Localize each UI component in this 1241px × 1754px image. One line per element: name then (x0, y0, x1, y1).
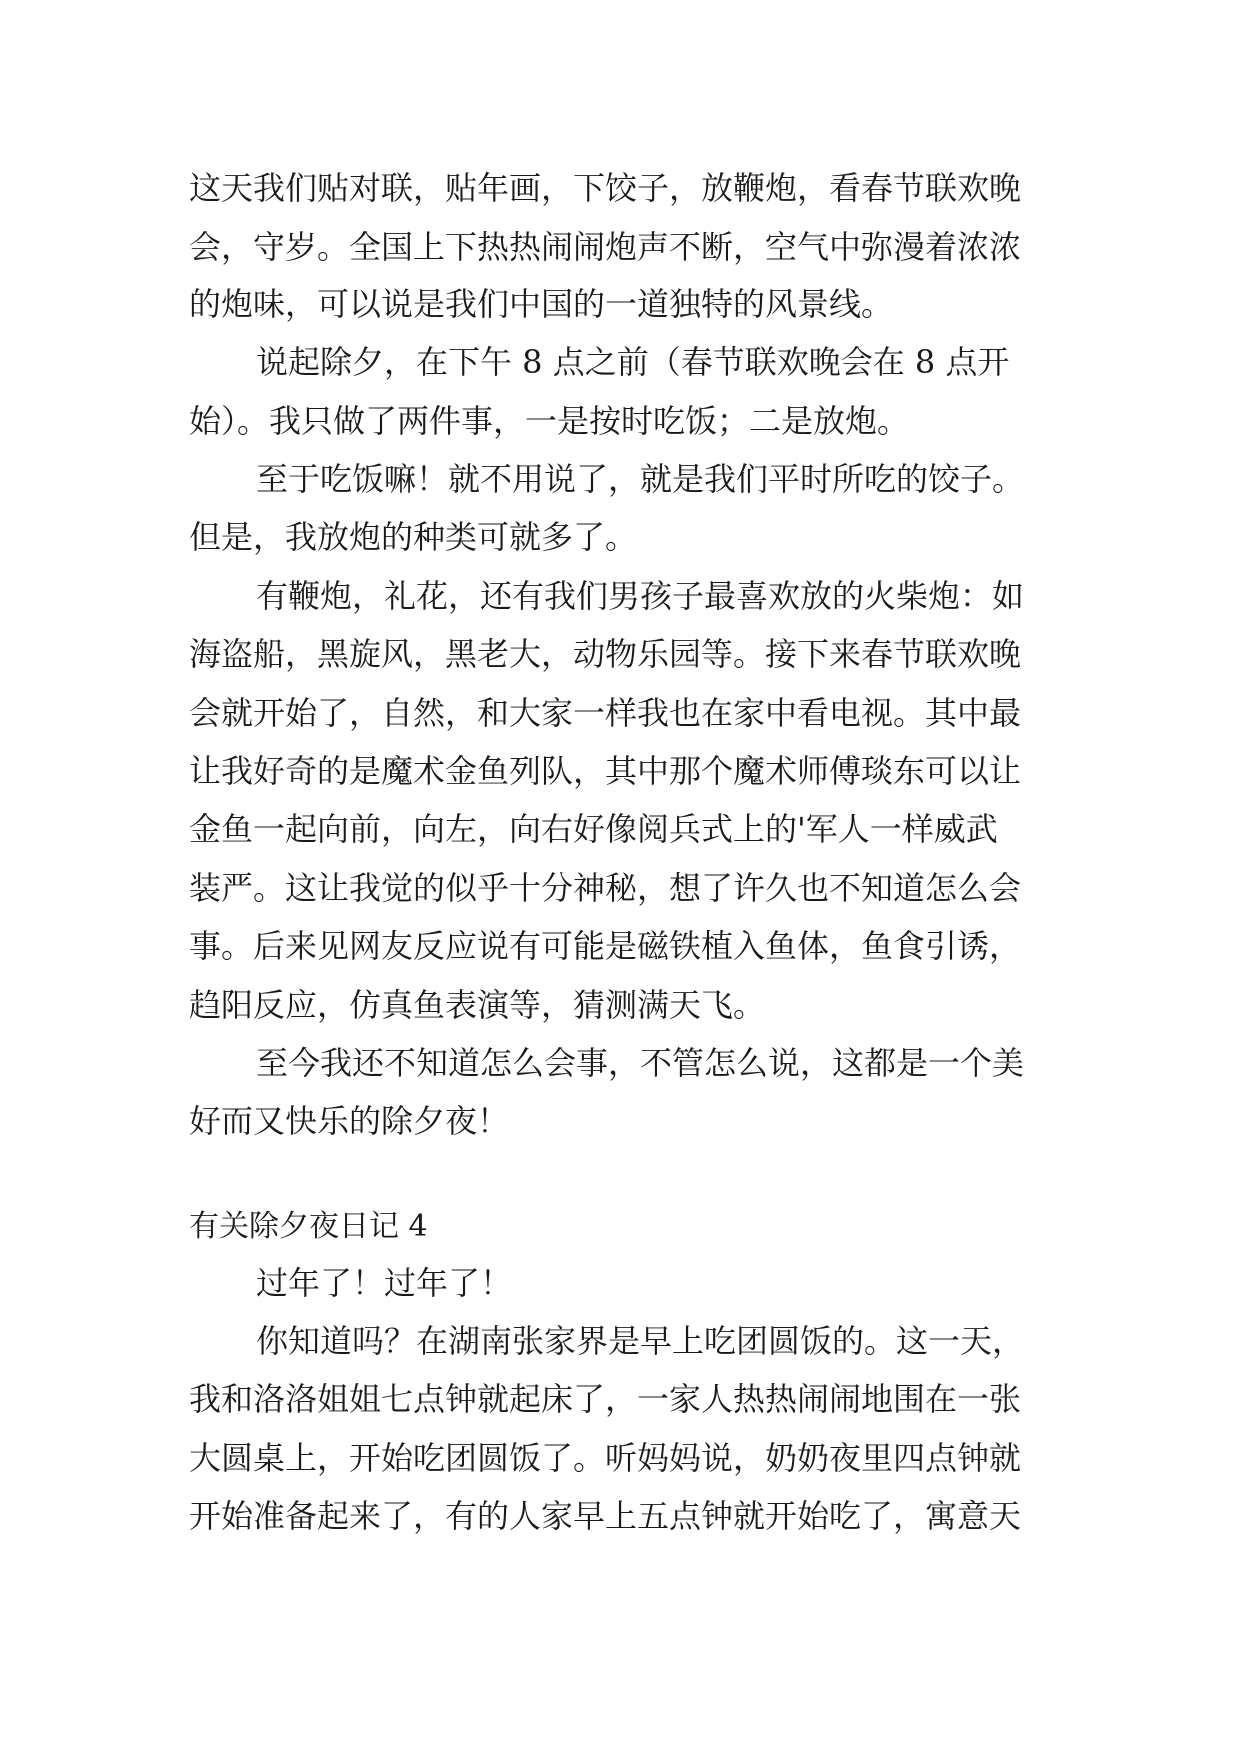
paragraph-first-line: 说起除夕，在下午 8 点之前（春节联欢晚会在 8 点开 (256, 343, 1010, 381)
text-line: 会，守岁。全国上下热热闹闹炮声不断，空气中弥漫着浓浓 (189, 228, 1022, 266)
text-line: 让我好奇的是魔术金鱼列队，其中那个魔术师傅琰东可以让 (189, 752, 1022, 790)
paragraph-first-line: 至于吃饭嘛！就不用说了，就是我们平时所吃的饺子。 (256, 460, 1025, 498)
text-line: 装严。这让我觉的似乎十分神秘，想了许久也不知道怎么会 (189, 869, 1022, 907)
paragraph-first-line: 至今我还不知道怎么会事，不管怎么说，这都是一个美 (256, 1044, 1025, 1082)
text-line: 会就开始了，自然，和大家一样我也在家中看电视。其中最 (189, 694, 1022, 732)
text-line: 的炮味，可以说是我们中国的一道独特的风景线。 (189, 285, 894, 323)
text-line: 海盗船，黑旋风，黑老大，动物乐园等。接下来春节联欢晚 (189, 635, 1022, 673)
text-line: 大圆桌上，开始吃团圆饭了。听妈妈说，奶奶夜里四点钟就 (189, 1439, 1022, 1477)
paragraph-first-line: 有鞭炮，礼花，还有我们男孩子最喜欢放的火柴炮：如 (256, 577, 1025, 615)
text-line: 开始准备起来了，有的人家早上五点钟就开始吃了，寓意天 (189, 1497, 1022, 1535)
section-heading: 有关除夕夜日记 4 (189, 1209, 428, 1244)
text-line: 始）。我只做了两件事，一是按时吃饭；二是放炮。 (189, 402, 910, 440)
paragraph-first-line: 过年了！过年了！ (256, 1264, 513, 1302)
text-line: 我和洛洛姐姐七点钟就起床了，一家人热热闹闹地围在一张 (189, 1380, 1022, 1418)
text-line: 这天我们贴对联，贴年画，下饺子，放鞭炮，看春节联欢晚 (189, 169, 1022, 207)
paragraph-first-line: 你知道吗？在湖南张家界是早上吃团圆饭的。这一天， (256, 1322, 1025, 1360)
text-line: 事。后来见网友反应说有可能是磁铁植入鱼体，鱼食引诱， (189, 927, 1022, 965)
text-line: 但是，我放炮的种类可就多了。 (189, 518, 638, 556)
text-line: 趋阳反应，仿真鱼表演等，猜测满天飞。 (189, 986, 766, 1024)
text-line: 金鱼一起向前，向左，向右好像阅兵式上的'军人一样威武 (189, 810, 998, 848)
text-line: 好而又快乐的除夕夜！ (189, 1102, 510, 1140)
